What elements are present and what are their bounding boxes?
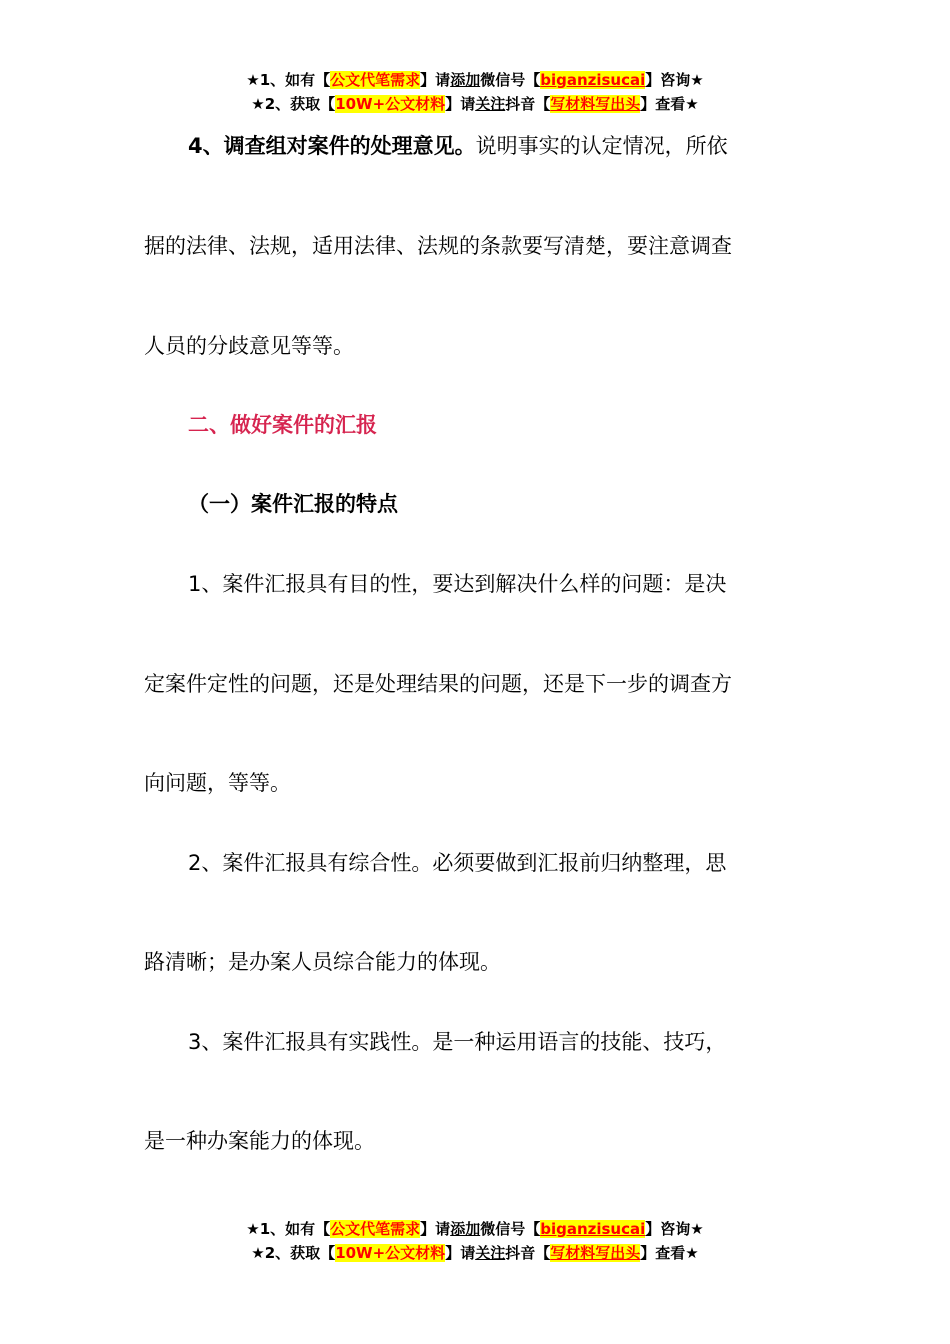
banner-text: 】查看★: [640, 1244, 699, 1262]
top-banner: [0, 68, 950, 116]
banner-highlight: 10W+公文材料: [335, 95, 446, 113]
subsection-heading: （一）案件汇报的特点: [188, 492, 398, 516]
banner-wechat-id: biganzisucai: [540, 1220, 646, 1238]
banner-line-1: [0, 68, 950, 92]
banner-line-1: [0, 1217, 950, 1241]
banner-douyin-id: 写材料写出头: [550, 95, 641, 113]
section-heading: 二、做好案件的汇报: [188, 413, 377, 437]
item-3-line-2: 是一种办案能力的体现。: [144, 1129, 375, 1153]
banner-text: 抖音【: [505, 95, 551, 113]
banner-underlined-word: 添加: [450, 1220, 481, 1238]
banner-wechat-id: biganzisucai: [540, 71, 646, 89]
item-2-line-2: 路清晰；是办案人员综合能力的体现。: [144, 950, 501, 974]
banner-text: 】请: [420, 1220, 451, 1238]
banner-text: 抖音【: [505, 1244, 551, 1262]
item-1-line-2: 定案件定性的问题，还是处理结果的问题，还是下一步的调查方: [144, 672, 732, 696]
banner-underlined-word: 关注: [475, 1244, 506, 1262]
paragraph-4-line-3: 人员的分歧意见等等。: [144, 334, 354, 358]
banner-text: 】请: [445, 1244, 476, 1262]
paragraph-4-lead: 4、调查组对案件的处理意见。: [188, 134, 476, 158]
banner-text: 微信号【: [480, 1220, 541, 1238]
banner-line-2: [0, 1241, 950, 1265]
banner-highlight: 10W+公文材料: [335, 1244, 446, 1262]
banner-underlined-word: 关注: [475, 95, 506, 113]
banner-text: 】请: [420, 71, 451, 89]
paragraph-4-text: 说明事实的认定情况，所依: [475, 134, 728, 158]
banner-text: ★2、获取【: [251, 1244, 336, 1262]
banner-highlight: 公文代笔需求: [330, 71, 421, 89]
banner-douyin-id: 写材料写出头: [550, 1244, 641, 1262]
paragraph-4-line-1: [188, 130, 728, 160]
banner-text: 】请: [445, 95, 476, 113]
banner-text: ★2、获取【: [251, 95, 336, 113]
banner-text: ★1、如有【: [246, 71, 331, 89]
banner-text: 微信号【: [480, 71, 541, 89]
item-1-line-1: 1、案件汇报具有目的性，要达到解决什么样的问题：是决: [188, 572, 727, 596]
banner-text: 】查看★: [640, 95, 699, 113]
item-3-line-1: 3、案件汇报具有实践性。是一种运用语言的技能、技巧，: [188, 1030, 727, 1054]
banner-text: 】咨询★: [645, 71, 704, 89]
banner-line-2: [0, 92, 950, 116]
item-1-line-3: 向问题，等等。: [144, 771, 291, 795]
banner-text: 】咨询★: [645, 1220, 704, 1238]
item-2-line-1: 2、案件汇报具有综合性。必须要做到汇报前归纳整理，思: [188, 851, 727, 875]
bottom-banner: [0, 1217, 950, 1265]
paragraph-4-line-2: 据的法律、法规，适用法律、法规的条款要写清楚，要注意调查: [144, 234, 732, 258]
banner-highlight: 公文代笔需求: [330, 1220, 421, 1238]
banner-underlined-word: 添加: [450, 71, 481, 89]
banner-text: ★1、如有【: [246, 1220, 331, 1238]
